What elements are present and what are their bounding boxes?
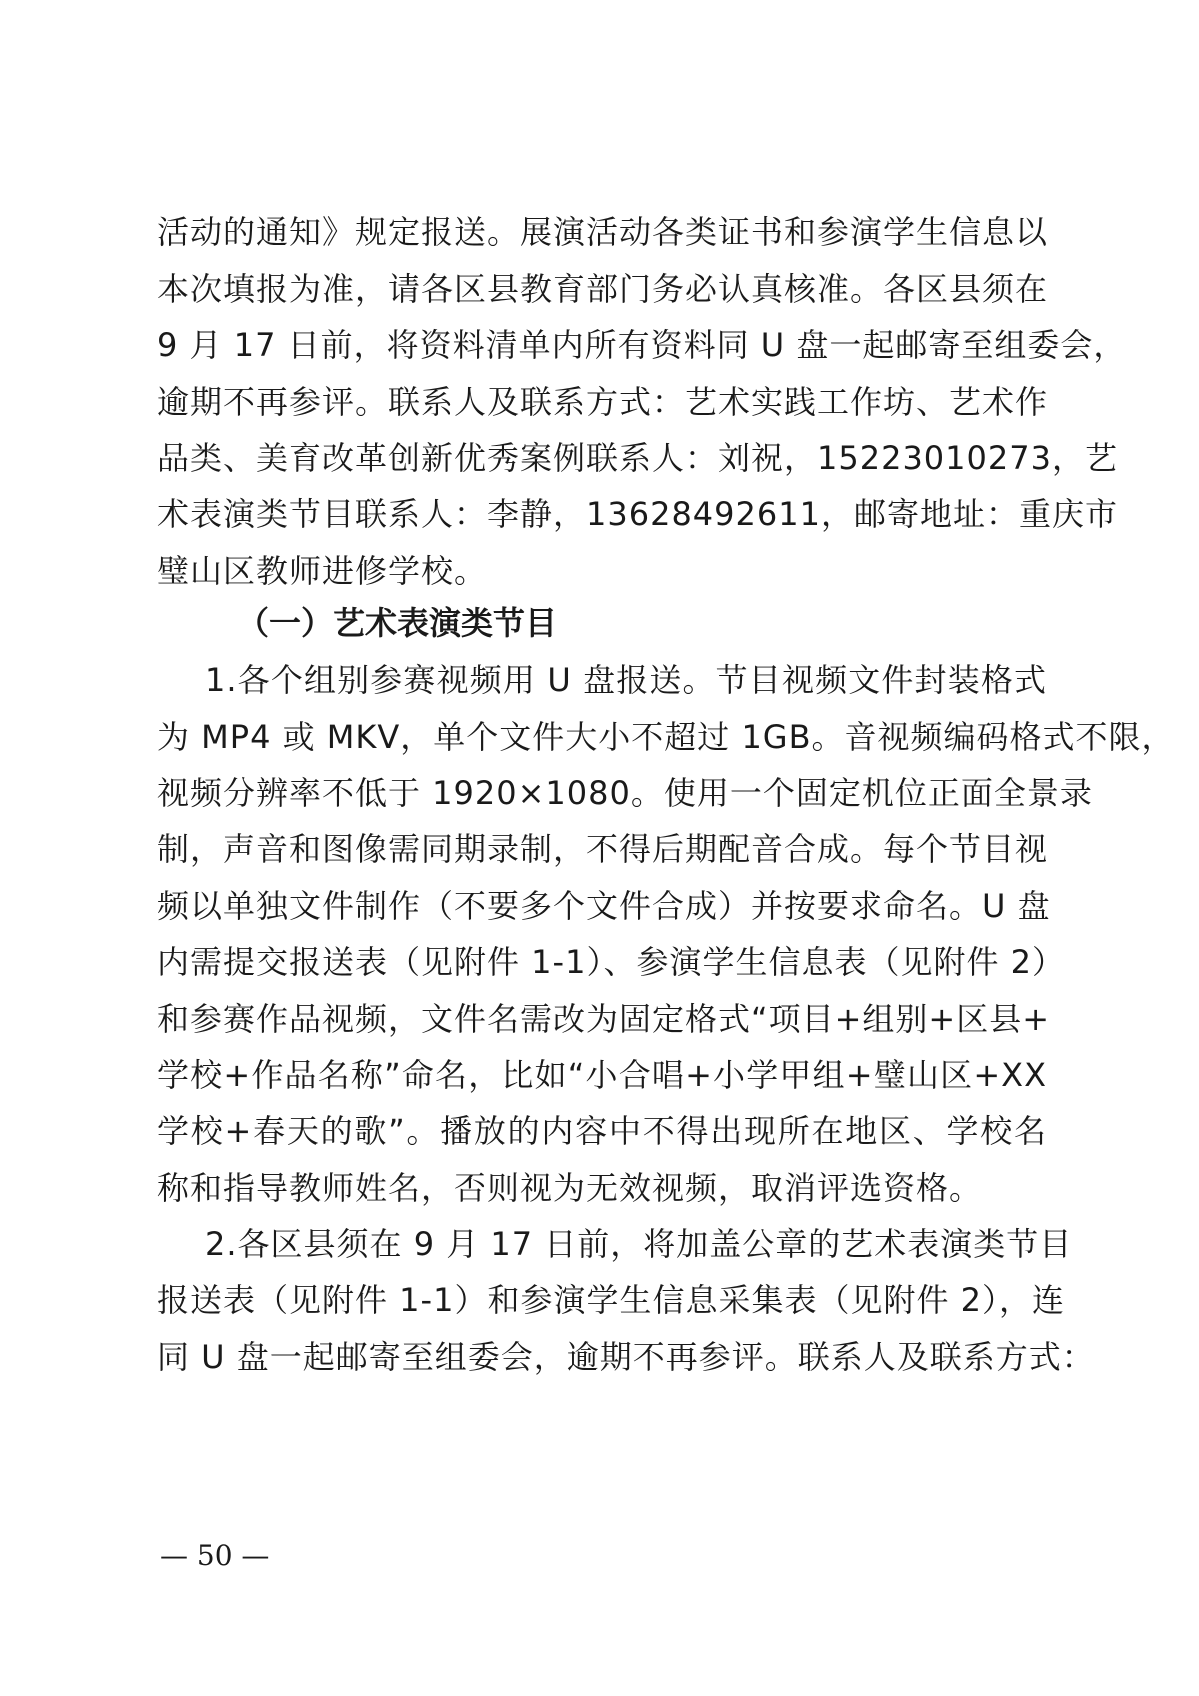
paragraph-line: 1.各个组别参赛视频用 U 盘报送。节目视频文件封装格式 [205, 661, 1047, 699]
paragraph-line: 和参赛作品视频，文件名需改为固定格式“项目+组别+区县+ [157, 1000, 1051, 1038]
paragraph-line: 品类、美育改革创新优秀案例联系人：刘祝，15223010273，艺 [157, 439, 1118, 477]
paragraph-line: 报送表（见附件 1-1）和参演学生信息采集表（见附件 2），连 [157, 1281, 1065, 1319]
paragraph-line: 称和指导教师姓名，否则视为无效视频，取消评选资格。 [157, 1169, 983, 1207]
paragraph-line: 内需提交报送表（见附件 1-1）、参演学生信息表（见附件 2） [157, 943, 1065, 981]
paragraph-line: 频以单独文件制作（不要多个文件合成）并按要求命名。U 盘 [157, 887, 1051, 925]
paragraph-line: 学校+作品名称”命名，比如“小合唱+小学甲组+璧山区+XX [157, 1056, 1047, 1094]
paragraph-line: 学校+春天的歌”。播放的内容中不得出现所在地区、学校名 [157, 1112, 1047, 1150]
page-number: — 50 — [160, 1539, 270, 1572]
paragraph-line: 视频分辨率不低于 1920×1080。使用一个固定机位正面全景录 [157, 774, 1093, 812]
paragraph-line: 同 U 盘一起邮寄至组委会，逾期不再参评。联系人及联系方式： [157, 1338, 1095, 1376]
paragraph-line: 璧山区教师进修学校。 [157, 552, 488, 590]
paragraph-line: 本次填报为准，请各区县教育部门务必认真核准。各区县须在 [157, 270, 1049, 308]
paragraph-line: 制，声音和图像需同期录制，不得后期配音合成。每个节目视 [157, 830, 1049, 868]
paragraph-line: 2.各区县须在 9 月 17 日前，将加盖公章的艺术表演类节目 [205, 1225, 1073, 1263]
paragraph-line: 术表演类节目联系人：李静，13628492611，邮寄地址：重庆市 [157, 495, 1118, 533]
paragraph-line: 为 MP4 或 MKV，单个文件大小不超过 1GB。音视频编码格式不限， [157, 718, 1175, 756]
paragraph-line: 9 月 17 日前，将资料清单内所有资料同 U 盘一起邮寄至组委会， [157, 326, 1127, 364]
paragraph-line: 逾期不再参评。联系人及联系方式：艺术实践工作坊、艺术作 [157, 383, 1049, 421]
section-heading: （一）艺术表演类节目 [237, 604, 558, 642]
paragraph-line: 活动的通知》规定报送。展演活动各类证书和参演学生信息以 [157, 213, 1049, 251]
